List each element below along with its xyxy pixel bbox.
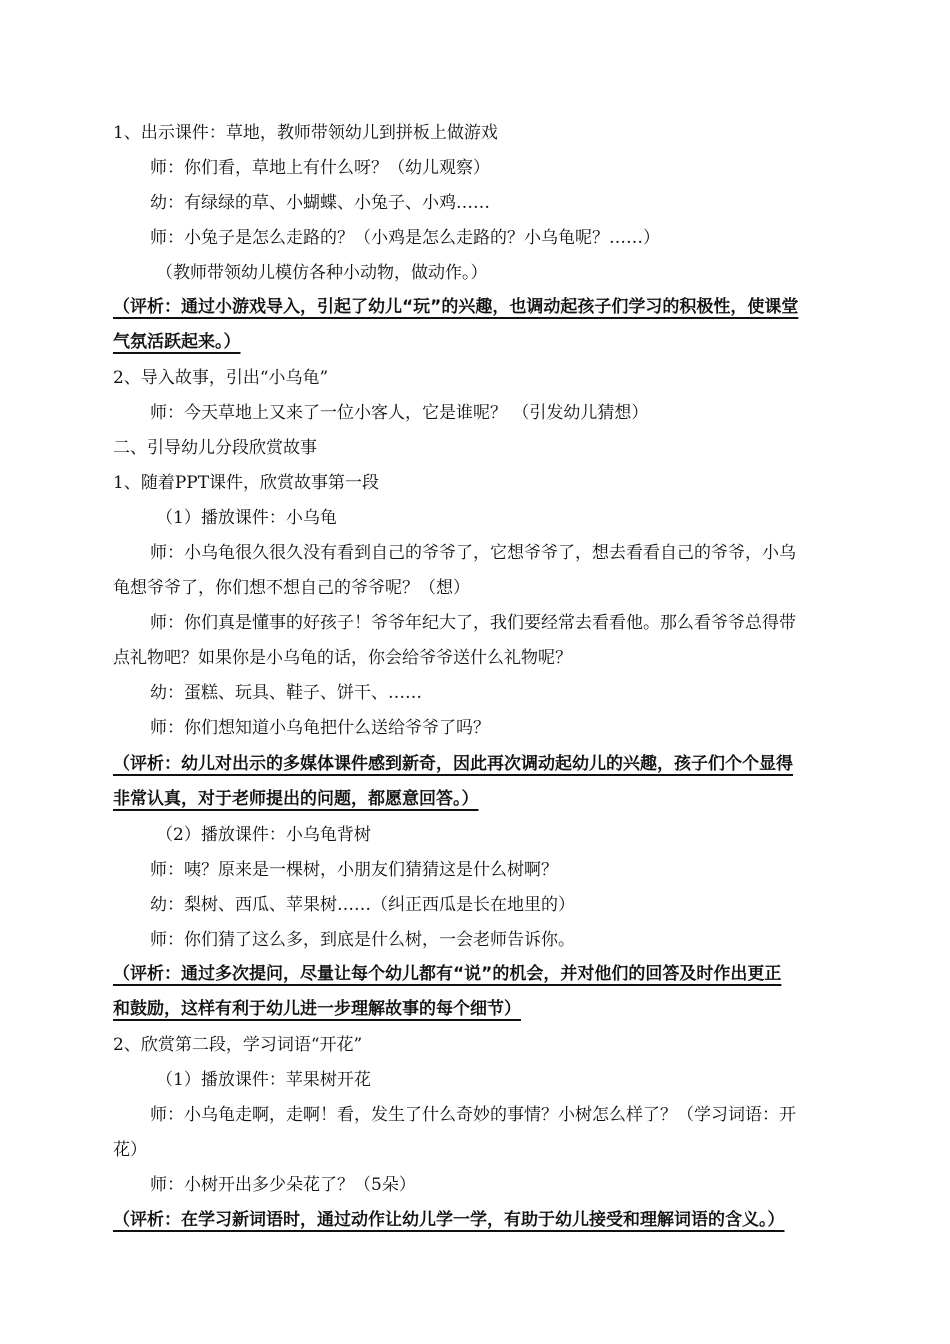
evaluation-comment: 非常认真，对于老师提出的问题，都愿意回答。）: [113, 789, 479, 809]
child-line: 幼：有绿绿的草、小蝴蝶、小兔子、小鸡……: [150, 193, 490, 213]
teacher-line: 师：咦？原来是一棵树，小朋友们猜猜这是什么树啊？: [150, 860, 558, 880]
teacher-line-continued: 花）: [113, 1140, 147, 1160]
section-heading: 2、欣赏第二段，学习词语“开花”: [113, 1035, 363, 1055]
teacher-line: 师：你们真是懂事的好孩子！爷爷年纪大了，我们要经常去看看他。那么看爷爷总得带: [150, 613, 796, 633]
child-line: 幼：蛋糕、玩具、鞋子、饼干、……: [150, 683, 422, 703]
teacher-line: 师：你们想知道小乌龟把什么送给爷爷了吗？: [150, 718, 490, 738]
section-heading: 1、出示课件：草地，教师带领幼儿到拼板上做游戏: [113, 123, 498, 143]
teacher-line: 师：小乌龟走啊，走啊！看，发生了什么奇妙的事情？小树怎么样了？（学习词语：开: [150, 1105, 796, 1125]
teacher-line: 师：小树开出多少朵花了？（5朵）: [150, 1175, 416, 1195]
teacher-line-continued: 龟想爷爷了，你们想不想自己的爷爷呢？（想）: [113, 578, 470, 598]
evaluation-comment: （评析：通过多次提问，尽量让每个幼儿都有“说”的机会，并对他们的回答及时作出更正: [113, 964, 782, 984]
teacher-line-continued: 点礼物吧？如果你是小乌龟的话，你会给爷爷送什么礼物呢？: [113, 648, 572, 668]
sub-heading: （1）播放课件：苹果树开花: [156, 1070, 371, 1090]
sub-heading: （2）播放课件：小乌龟背树: [156, 825, 371, 845]
stage-direction: （教师带领幼儿模仿各种小动物，做动作。）: [156, 263, 488, 283]
teacher-line: 师：你们看，草地上有什么呀？（幼儿观察）: [150, 158, 490, 178]
evaluation-comment: （评析：通过小游戏导入，引起了幼儿“玩”的兴趣，也调动起孩子们学习的积极性，使课堂: [113, 297, 799, 317]
evaluation-comment: 气氛活跃起来。）: [113, 332, 241, 352]
evaluation-comment: （评析：在学习新词语时，通过动作让幼儿学一学，有助于幼儿接受和理解词语的含义。）: [113, 1210, 785, 1230]
section-heading: 2、导入故事，引出“小乌龟”: [113, 368, 329, 388]
evaluation-comment: （评析：幼儿对出示的多媒体课件感到新奇，因此再次调动起幼儿的兴趣，孩子们个个显得: [113, 754, 793, 774]
child-line: 幼：梨树、西瓜、苹果树……（纠正西瓜是长在地里的）: [150, 895, 575, 915]
evaluation-comment: 和鼓励，这样有利于幼儿进一步理解故事的每个细节）: [113, 999, 521, 1019]
section-heading: 二、引导幼儿分段欣赏故事: [113, 438, 317, 458]
teacher-line: 师：今天草地上又来了一位小客人，它是谁呢？ （引发幼儿猜想）: [150, 403, 649, 423]
teacher-line: 师：小兔子是怎么走路的？（小鸡是怎么走路的？小乌龟呢？……）: [150, 228, 660, 248]
teacher-line: 师：你们猜了这么多，到底是什么树，一会老师告诉你。: [150, 930, 575, 950]
teacher-line: 师：小乌龟很久很久没有看到自己的爷爷了，它想爷爷了，想去看看自己的爷爷，小乌: [150, 543, 796, 563]
sub-heading: （1）播放课件：小乌龟: [156, 508, 337, 528]
section-heading: 1、随着PPT课件，欣赏故事第一段: [113, 473, 380, 493]
